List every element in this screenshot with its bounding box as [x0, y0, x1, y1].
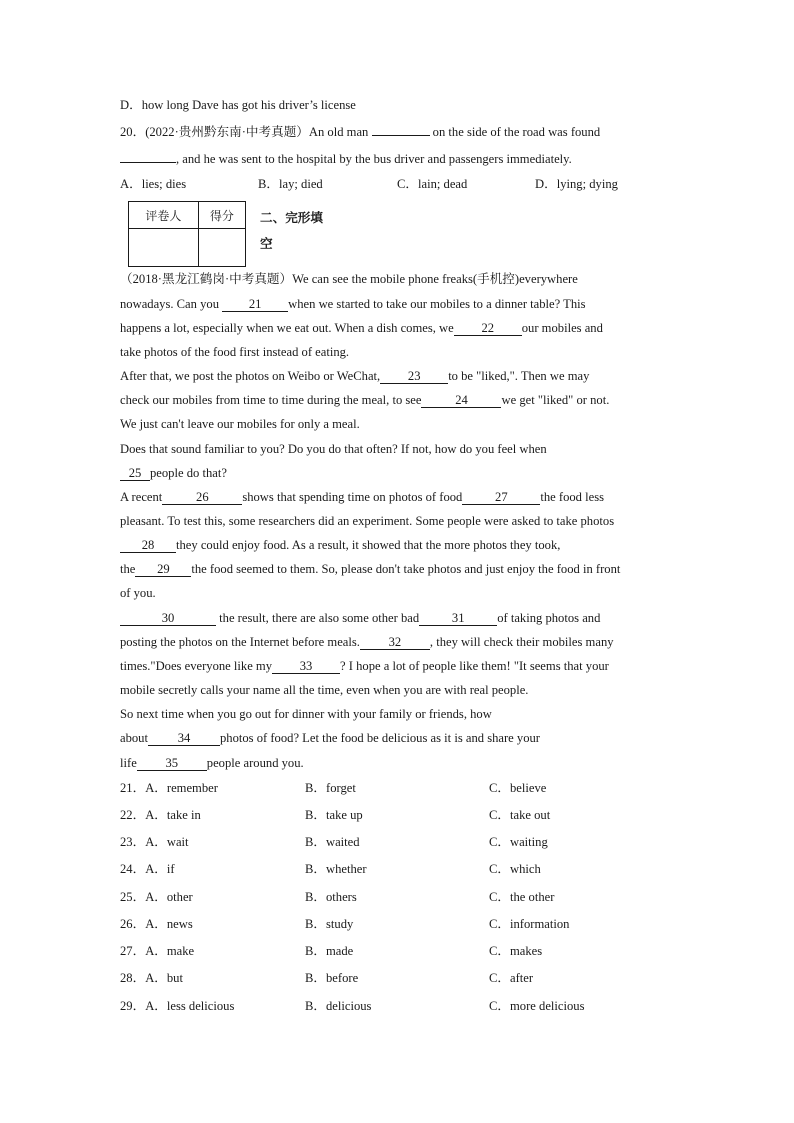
passage-line-19: So next time when you go out for dinner with your family or friends, how: [120, 707, 492, 721]
choice-24-b[interactable]: B．whether: [305, 862, 367, 876]
choice-26-a[interactable]: 26．A．news: [120, 917, 193, 931]
choice-23-a[interactable]: 23．A．wait: [120, 835, 189, 849]
q19-option-d: D．how long Dave has got his driver’s license: [120, 98, 356, 112]
passage-text: of taking photos and: [497, 611, 601, 625]
score-table-grader-header: 评卷人: [129, 202, 199, 229]
q20-prefix: 20．(2022·贵州黔东南·中考真题）An old man: [120, 125, 369, 139]
choice-22-c[interactable]: C．take out: [489, 808, 551, 822]
passage-line-1: （2018·黑龙江鹤岗·中考真题）We can see the mobile phone freaks(手机控)everywhere: [120, 272, 578, 286]
choice-26-b[interactable]: B．study: [305, 917, 354, 931]
passage-text: nowadays. Can you: [120, 297, 219, 311]
choice-23-c[interactable]: C．waiting: [489, 835, 548, 849]
passage-text: times."Does everyone like my: [120, 659, 273, 673]
section-title-line1: 二、完形填: [260, 210, 323, 225]
q20-option-b[interactable]: B．lay; died: [258, 177, 323, 191]
blank-24[interactable]: 24: [421, 393, 501, 408]
choice-29-b[interactable]: B．delicious: [305, 999, 372, 1013]
choice-22-a[interactable]: 22．A．take in: [120, 808, 201, 822]
blank-34[interactable]: 34: [148, 731, 220, 746]
passage-line-18: mobile secretly calls your name all the time, even when you are with real people.: [120, 683, 529, 697]
passage-text: posting the photos on the Internet before meals.: [120, 635, 360, 649]
choice-27-a[interactable]: 27．A．make: [120, 944, 195, 958]
choice-25-c[interactable]: C．the other: [489, 890, 555, 904]
q20-blank-1[interactable]: [372, 135, 430, 136]
passage-line-17: [120, 658, 680, 674]
passage-line-20: [120, 730, 680, 746]
choice-27-b[interactable]: B．made: [305, 944, 354, 958]
score-table-grader-cell[interactable]: [129, 229, 199, 267]
choice-26-c[interactable]: C．information: [489, 917, 570, 931]
blank-30[interactable]: 30: [120, 611, 216, 626]
choice-28-b[interactable]: B．before: [305, 971, 359, 985]
score-table-score-header: 得分: [198, 202, 245, 229]
q20-stem-line2: [120, 151, 680, 167]
passage-text: the food seemed to them. So, please don't take photos and just enjoy the food in front: [191, 562, 621, 576]
passage-line-6: [120, 392, 680, 408]
passage-text: our mobiles and: [521, 321, 603, 335]
score-table-score-cell[interactable]: [198, 229, 245, 267]
q20-stem-line1: [120, 124, 680, 140]
choice-25-b[interactable]: B．others: [305, 890, 357, 904]
choice-21-b[interactable]: B．forget: [305, 781, 356, 795]
passage-line-15: [120, 610, 680, 626]
blank-28[interactable]: 28: [120, 538, 176, 553]
blank-31[interactable]: 31: [419, 611, 497, 626]
passage-text: the result, there are also some other bad: [216, 611, 420, 625]
choice-24-a[interactable]: 24．A．if: [120, 862, 175, 876]
passage-line-2: [120, 296, 680, 312]
blank-25[interactable]: 25: [120, 466, 150, 481]
choice-22-b[interactable]: B．take up: [305, 808, 363, 822]
passage-text: about: [120, 731, 148, 745]
choice-28-a[interactable]: 28．A．but: [120, 971, 183, 985]
passage-text: shows that spending time on photos of food: [242, 490, 463, 504]
passage-line-12: [120, 537, 680, 553]
passage-line-5: [120, 368, 680, 384]
passage-text: check our mobiles from time to time during the meal, to see: [120, 393, 422, 407]
choice-29-c[interactable]: C．more delicious: [489, 999, 585, 1013]
passage-text: happens a lot, especially when we eat out. When a dish comes, we: [120, 321, 454, 335]
passage-text: the: [120, 562, 136, 576]
passage-text: A recent: [120, 490, 163, 504]
passage-text: we get "liked" or not.: [501, 393, 610, 407]
passage-text: photos of food? Let the food be delicious as it is and share your: [219, 731, 540, 745]
passage-text: After that, we post the photos on Weibo or WeChat,: [120, 369, 381, 383]
blank-33[interactable]: 33: [272, 659, 340, 674]
passage-text: life: [120, 756, 137, 770]
blank-22[interactable]: 22: [454, 321, 522, 336]
choice-21-c[interactable]: C．believe: [489, 781, 547, 795]
blank-32[interactable]: 32: [360, 635, 430, 650]
q20-option-d[interactable]: D．lying; dying: [535, 177, 618, 191]
passage-line-9: [120, 465, 680, 481]
passage-line-11: pleasant. To test this, some researchers did an experiment. Some people were asked to take photos: [120, 514, 615, 528]
passage-line-14: of you.: [120, 586, 156, 600]
choice-24-c[interactable]: C．which: [489, 862, 541, 876]
passage-line-16: [120, 634, 680, 650]
passage-line-3: [120, 320, 680, 336]
passage-line-8: Does that sound familiar to you? Do you do that often? If not, how do you feel when: [120, 442, 547, 456]
passage-text: they could enjoy food. As a result, it showed that the more photos they took,: [176, 538, 561, 552]
q20-option-c[interactable]: C．lain; dead: [397, 177, 468, 191]
q20-tail: , and he was sent to the hospital by the bus driver and passengers immediately.: [176, 152, 572, 166]
blank-23[interactable]: 23: [380, 369, 448, 384]
choice-27-c[interactable]: C．makes: [489, 944, 543, 958]
passage-text: , they will check their mobiles many: [429, 635, 614, 649]
passage-text: when we started to take our mobiles to a dinner table? This: [288, 297, 586, 311]
passage-line-13: [120, 561, 680, 577]
q20-mid: on the side of the road was found: [432, 125, 601, 139]
blank-26[interactable]: 26: [162, 490, 242, 505]
blank-21[interactable]: 21: [222, 297, 288, 312]
passage-text: people around you.: [206, 756, 304, 770]
passage-line-10: [120, 489, 680, 505]
passage-line-7: We just can't leave our mobiles for only a meal.: [120, 417, 360, 431]
choice-25-a[interactable]: 25．A．other: [120, 890, 193, 904]
passage-text: people do that?: [150, 466, 227, 480]
blank-27[interactable]: 27: [462, 490, 540, 505]
passage-line-4: take photos of the food first instead of eating.: [120, 345, 350, 359]
choice-28-c[interactable]: C．after: [489, 971, 534, 985]
section-title-line2: 空: [260, 236, 273, 251]
passage-text: the food less: [540, 490, 605, 504]
blank-35[interactable]: 35: [137, 756, 207, 771]
q20-blank-2[interactable]: [120, 162, 176, 163]
passage-text: to be "liked,". Then we may: [448, 369, 590, 383]
blank-29[interactable]: 29: [135, 562, 191, 577]
q20-option-a[interactable]: A．lies; dies: [120, 177, 187, 191]
score-table: [128, 201, 246, 267]
choice-23-b[interactable]: B．waited: [305, 835, 360, 849]
choice-29-a[interactable]: 29．A．less delicious: [120, 999, 235, 1013]
passage-text: ? I hope a lot of people like them! "It seems that your: [340, 659, 609, 673]
choice-21-a[interactable]: 21．A．remember: [120, 781, 218, 795]
passage-line-21: [120, 755, 680, 771]
